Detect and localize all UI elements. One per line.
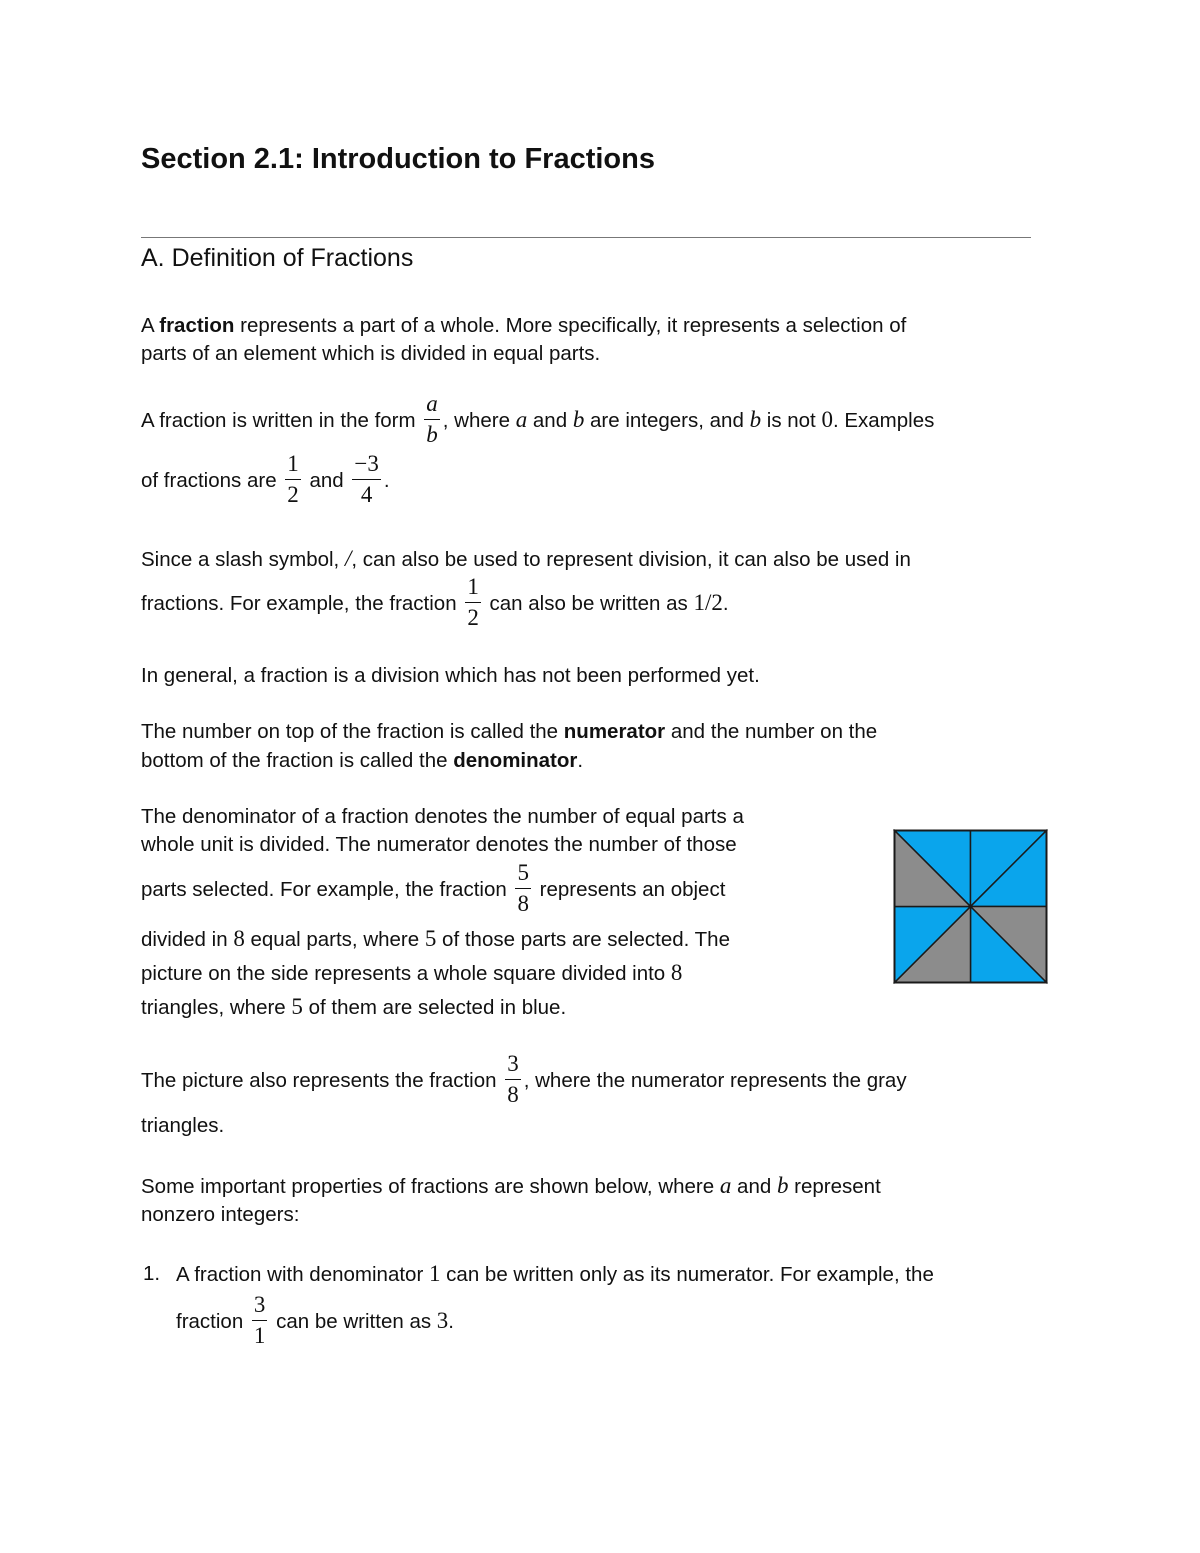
list-item-1 — [176, 1260, 934, 1289]
variable-b: b — [749, 407, 762, 432]
numerator: a — [424, 391, 440, 420]
term-denominator: denominator — [453, 749, 578, 772]
paragraph-properties-intro-line2 — [141, 1201, 299, 1229]
numerator: 1 — [465, 574, 481, 603]
paragraph-fraction-form — [141, 393, 934, 450]
paragraph-slash-example — [141, 574, 729, 633]
text: divided in — [141, 928, 234, 951]
text: and — [527, 409, 573, 432]
text: and — [303, 469, 350, 492]
denominator: 8 — [517, 891, 529, 917]
text: and — [731, 1175, 777, 1198]
triangle-group — [895, 831, 1047, 983]
list-item-1-line2 — [176, 1292, 454, 1351]
number: 8 — [670, 960, 683, 985]
number: 5 — [291, 994, 303, 1019]
text: fraction — [176, 1310, 249, 1333]
text: Some important properties of fractions are shown below, where — [141, 1175, 720, 1198]
list-item-marker: 1. — [143, 1262, 161, 1285]
numerator: 5 — [515, 860, 531, 889]
fraction-one-half — [285, 451, 301, 508]
text: equal parts, where — [244, 928, 425, 951]
heading-divider — [141, 237, 1031, 238]
text: In general, a fraction is a division which has not been performed yet. — [141, 664, 760, 687]
text: represents an object — [533, 878, 726, 901]
number: 8 — [233, 926, 245, 951]
denominator: 2 — [467, 605, 479, 631]
text: Since a slash symbol, — [141, 548, 345, 571]
text: , where — [442, 409, 516, 432]
text: , can also be used to represent division, it can also be used in — [351, 548, 911, 571]
numerator: 3 — [252, 1292, 268, 1321]
denominator: 4 — [360, 482, 373, 508]
text: triangles, where — [141, 996, 292, 1019]
variable-a: a — [515, 407, 528, 432]
paragraph-picture-description — [141, 959, 682, 988]
text: picture on the side represents a whole square divided into — [141, 962, 671, 985]
text: whole unit is divided. The numerator denotes the number of those — [141, 833, 737, 856]
text: and the number on the — [665, 720, 878, 743]
text: parts of an element which is divided in equal parts. — [141, 342, 601, 365]
text: . — [577, 749, 584, 772]
text: represent — [788, 1175, 881, 1198]
denominator: b — [426, 422, 438, 448]
fraction-negative-three-quarters — [352, 451, 380, 508]
paragraph-properties-intro — [141, 1172, 881, 1201]
numerator: 1 — [285, 451, 301, 480]
text: of fractions are — [141, 469, 283, 492]
term-fraction: fraction — [159, 314, 235, 337]
paragraph-denominator-meaning-line2 — [141, 831, 737, 859]
paragraph-three-eighths-line2 — [141, 1112, 224, 1140]
text: A fraction with denominator — [176, 1263, 429, 1286]
text: can be written as — [270, 1310, 437, 1333]
paragraph-numerator-denominator — [141, 718, 877, 746]
paragraph-denominator-meaning — [141, 803, 744, 831]
paragraph-fraction-examples — [141, 452, 390, 510]
text: of those parts are selected. The — [436, 928, 730, 951]
text: . — [383, 469, 390, 492]
variable-b: b — [776, 1173, 789, 1198]
fraction-three-over-one — [252, 1292, 268, 1349]
fraction-five-eighths — [515, 860, 531, 917]
text: are integers, and — [584, 409, 750, 432]
text: parts selected. For example, the fraction — [141, 878, 513, 901]
paragraph-five-eighths-example — [141, 862, 725, 919]
text: of them are selected in blue. — [302, 996, 567, 1019]
numerator: 3 — [505, 1051, 521, 1080]
paragraph-division — [141, 662, 760, 690]
fraction-a-over-b — [424, 391, 440, 448]
text: nonzero integers: — [141, 1203, 300, 1226]
paragraph-slash-symbol — [141, 545, 911, 574]
paragraph-numerator-denominator-line2 — [141, 747, 583, 775]
text: . — [722, 592, 729, 615]
text: can also be written as — [483, 592, 694, 615]
denominator: 2 — [287, 482, 299, 508]
page-title: Section 2.1: Introduction to Fractions — [141, 143, 655, 175]
text: triangles. — [141, 1114, 225, 1137]
text: The number on top of the fraction is called the — [141, 720, 564, 743]
slash-symbol: / — [344, 546, 352, 571]
text: . — [448, 1310, 454, 1333]
variable-b: b — [572, 407, 585, 432]
denominator: 8 — [507, 1082, 519, 1108]
text: can be written only as its numerator. For example, the — [440, 1263, 934, 1286]
term-numerator: numerator — [563, 720, 666, 743]
number: 5 — [424, 926, 437, 951]
paragraph-eight-parts — [141, 925, 730, 954]
section-heading: A. Definition of Fractions — [141, 244, 414, 272]
text: The picture also represents the fraction — [141, 1069, 503, 1092]
text: represents a part of a whole. More specifically, it represents a selection of — [234, 314, 907, 337]
text: A fraction is written in the form — [141, 409, 422, 432]
numerator: −3 — [352, 451, 380, 480]
number: 1 — [428, 1261, 441, 1286]
number-zero: 0 — [821, 407, 833, 432]
paragraph-fraction-definition-line2 — [141, 340, 600, 368]
paragraph-fraction-definition — [141, 312, 906, 340]
number: 3 — [436, 1308, 449, 1333]
text: . Examples — [832, 409, 935, 432]
text: , where the numerator represents the gray — [523, 1069, 907, 1092]
fraction-square-figure — [893, 829, 1048, 984]
denominator: 1 — [253, 1323, 266, 1349]
text: is not — [761, 409, 822, 432]
fraction-three-eighths — [505, 1051, 521, 1108]
text: A — [141, 314, 160, 337]
inline-fraction: 1/2 — [693, 590, 723, 615]
text: The denominator of a fraction denotes the number of equal parts a — [141, 805, 744, 828]
fraction-one-half — [465, 574, 481, 631]
paragraph-three-eighths — [141, 1053, 907, 1110]
variable-a: a — [719, 1173, 732, 1198]
text: bottom of the fraction is called the — [141, 749, 454, 772]
paragraph-picture-description-line2 — [141, 993, 566, 1022]
text: fractions. For example, the fraction — [141, 592, 463, 615]
